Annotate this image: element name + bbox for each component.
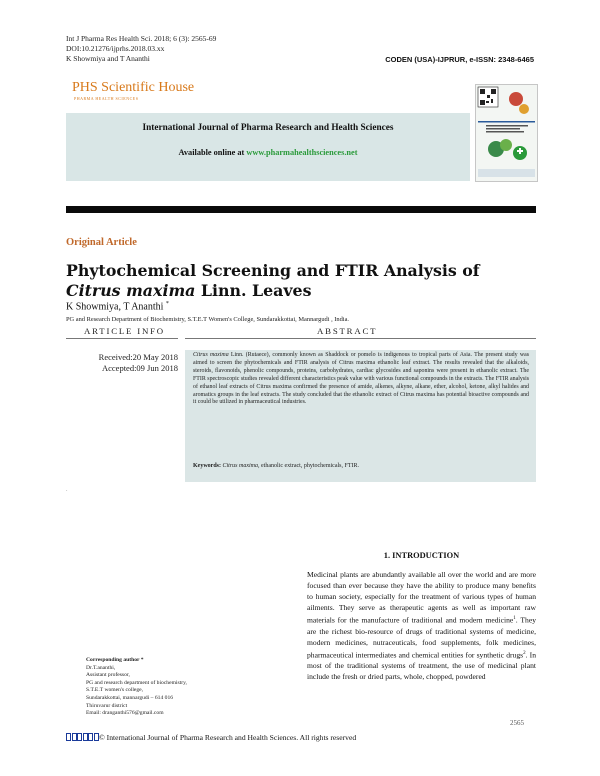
corr-line: Thiruvarur district <box>86 702 128 709</box>
corr-line: Sundarakkottai, mannargudi – 614 016 <box>86 694 174 701</box>
journal-title: International Journal of Pharma Research and Health Sciences <box>142 123 394 133</box>
title-part-1: Phytochemical Screening and FTIR Analysis of <box>66 261 480 280</box>
running-header <box>66 34 216 64</box>
received-date: Received:20 May 2018 <box>98 352 178 362</box>
keywords <box>193 463 529 469</box>
article-info-heading: ARTICLE INFO <box>84 326 165 336</box>
availability-line <box>66 148 470 157</box>
abstract-body: Linn. (Rutaece), commonly known as Shaddock or pomelo is indigenous to tropical parts of Asia. The present study was aimed to screen the phytochemicals and FTIR analysis of Citrus maxima ethanolic leaf extract. The results revealed that the alkaloids, steroids, flavonoids, phenolic compounds, proteins, carbohydrates, cardiac glycosides and saponins were present in ethanolic extract. The FTIR spectroscopic studies revealed different characteristics peak value with various functional compounds in the extracts. The FTIR analysis of ethanol leaf extracts of Citrus maxima confirmed the presence of amide, alkenes, alkyne, alkane, ether, alcohol, ketone, alkyl halides and aromatics groups in the leaf extracts. The study concluded that the ethanolic extract of Citrus maxima has potential bioactive compounds and it could be utilized in pharmaceutical industries. <box>193 352 529 406</box>
journal-url-link[interactable]: www.pharmahealthsciences.net <box>246 148 358 157</box>
journal-cover-image <box>475 84 538 182</box>
copyright-footer <box>66 733 356 742</box>
cover-art-icon <box>476 85 537 181</box>
coden: CODEN (USA)-IJPRUR, e-ISSN: 2348-6465 <box>385 55 534 64</box>
introduction-heading: 1. INTRODUCTION <box>383 551 460 560</box>
corr-email[interactable]: Email: dranganthi576@gmail.com <box>86 710 164 717</box>
article-type: Original Article <box>66 237 137 248</box>
corr-line: Assistant professor, <box>86 672 130 679</box>
doi: DOI:10.21276/ijprhs.2018.03.xx <box>66 44 165 53</box>
reference-2[interactable]: 2 <box>523 650 526 656</box>
intro-text-3: . In most of the traditional systems of treatment, the use of medicinal plant include the fresh or dried parts, whole, chopped, powdered <box>307 650 536 682</box>
article-info-rule <box>66 338 178 339</box>
abstract-lead-species: Citrus maxima <box>193 352 229 358</box>
keywords-list: , ethanolic extract, phytochemicals, FTIR. <box>258 463 359 469</box>
authors-short: K Showmiya and T Ananthi <box>66 54 150 63</box>
affiliation: PG and Research Department of Biochemistry, S.T.E.T Women's College, Sundarakkottai, Mannargudi , India. <box>66 316 350 323</box>
title-part-2: Linn. Leaves <box>195 281 312 300</box>
keywords-species: Citrus maxima <box>221 463 259 469</box>
corr-line: S.T.E.T women's college, <box>86 687 144 694</box>
authors: K Showmiya, T Ananthi <box>66 301 164 313</box>
article-dates <box>66 352 178 374</box>
corr-line: PG and research department of biochemistry, <box>86 679 187 686</box>
reference-1[interactable]: 1 <box>513 616 516 621</box>
corresponding-author-block <box>86 657 187 718</box>
available-prefix: Available online at <box>178 148 247 157</box>
keywords-label: Keywords: <box>193 463 221 469</box>
publisher-logo: PHS Scientific House <box>72 80 195 95</box>
abstract-rule <box>185 338 536 339</box>
page-number: 2565 <box>510 719 524 727</box>
corr-line: Dr.T.ananthi, <box>86 664 116 671</box>
abstract-heading: ABSTRACT <box>317 326 378 336</box>
corresponding-heading: Corresponding author * <box>86 657 144 663</box>
author-list <box>66 301 169 312</box>
title-species: Citrus maxima <box>66 281 196 300</box>
publisher-tagline: PHARMA HEALTH SCIENCES <box>74 96 139 101</box>
abstract-text <box>193 352 529 407</box>
article-title <box>66 261 536 301</box>
footer-squares-icon <box>66 733 99 742</box>
header-divider <box>66 206 536 213</box>
accepted-date: Accepted:09 Jun 2018 <box>101 363 178 373</box>
citation: Int J Pharma Res Health Sci. 2018; 6 (3): 2565-69 <box>66 34 217 43</box>
copyright-text: © International Journal of Pharma Research and Health Sciences. All rights reserved <box>99 733 357 742</box>
stray-dot: . <box>66 487 68 493</box>
introduction-paragraph <box>307 569 536 682</box>
intro-text-2: . They are the richest bio-resource of drugs of traditional systems of medicine, modern medicines, nutraceuticals, food supplements, folk medicines, pharmaceutical intermediates and chemical entities for synthetic drugs <box>307 615 537 660</box>
corresponding-mark: * <box>165 301 169 307</box>
intro-text-1: Medicinal plants are abundantly available all over the world and are more focused than ever because they have the ability to produce many benefits to human society, especially for the treatment of various types of human ailments. They serve as therapeutic agents as well as important raw materials for the manufacture of traditional and modern medicine <box>307 570 536 625</box>
